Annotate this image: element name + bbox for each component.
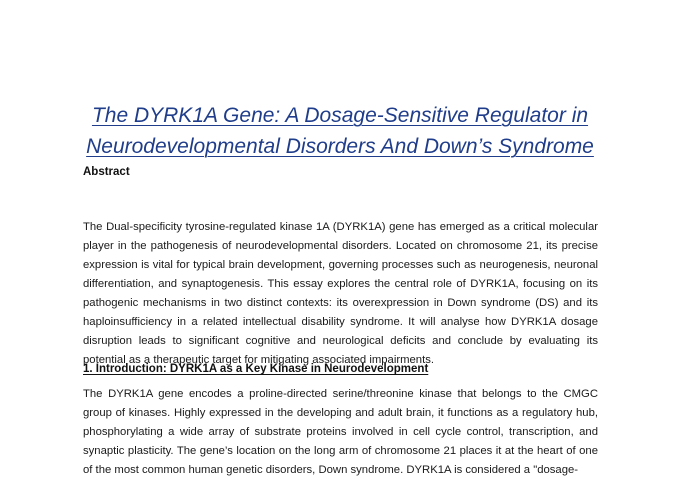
abstract-paragraph: The Dual-specificity tyrosine-regulated kinase 1A (DYRK1A) gene has emerged as a critical molecular player in the pathogenesis of neurodevelopmental disorders. Located on chromosome 21, its precise expression is vital for typical brain development, governing processes such as neurogenesis, neuronal differentiation, and synaptogenesis. This essay explores the central role of DYRK1A, focusing on its pathogenic mechanisms in two distinct contexts: its overexpression in Down syndrome (DS) and its haploinsufficiency in a related intellectual disability syndrome. It will analyse how DYRK1A dosage disruption leads to significant cognitive and neurological deficits and conclude by evaluating its potential as a therapeutic target for mitigating associated impairments. [83, 221, 598, 366]
introduction-paragraph: The DYRK1A gene encodes a proline-directed serine/threonine kinase that belongs to the CMGC group of kinases. Highly expressed in the developing and adult brain, it functions as a regulatory hub, phosphorylating a wide array of substrate proteins involved in cell cycle control, transcription, and synaptic plasticity. The gene’s location on the long arm of chromosome 21 places it at the heart of one of the most common human genetic disorders, Down syndrome. DYRK1A is considered a "dosage- [83, 388, 598, 476]
introduction-heading: 1. Introduction: DYRK1A as a Key Kinase in Neurodevelopment [83, 363, 429, 375]
document-title: The DYRK1A Gene: A Dosage-Sensitive Regulator in Neurodevelopmental Disorders And Down’s Syndrome [86, 104, 594, 158]
abstract-heading: Abstract [83, 166, 130, 178]
